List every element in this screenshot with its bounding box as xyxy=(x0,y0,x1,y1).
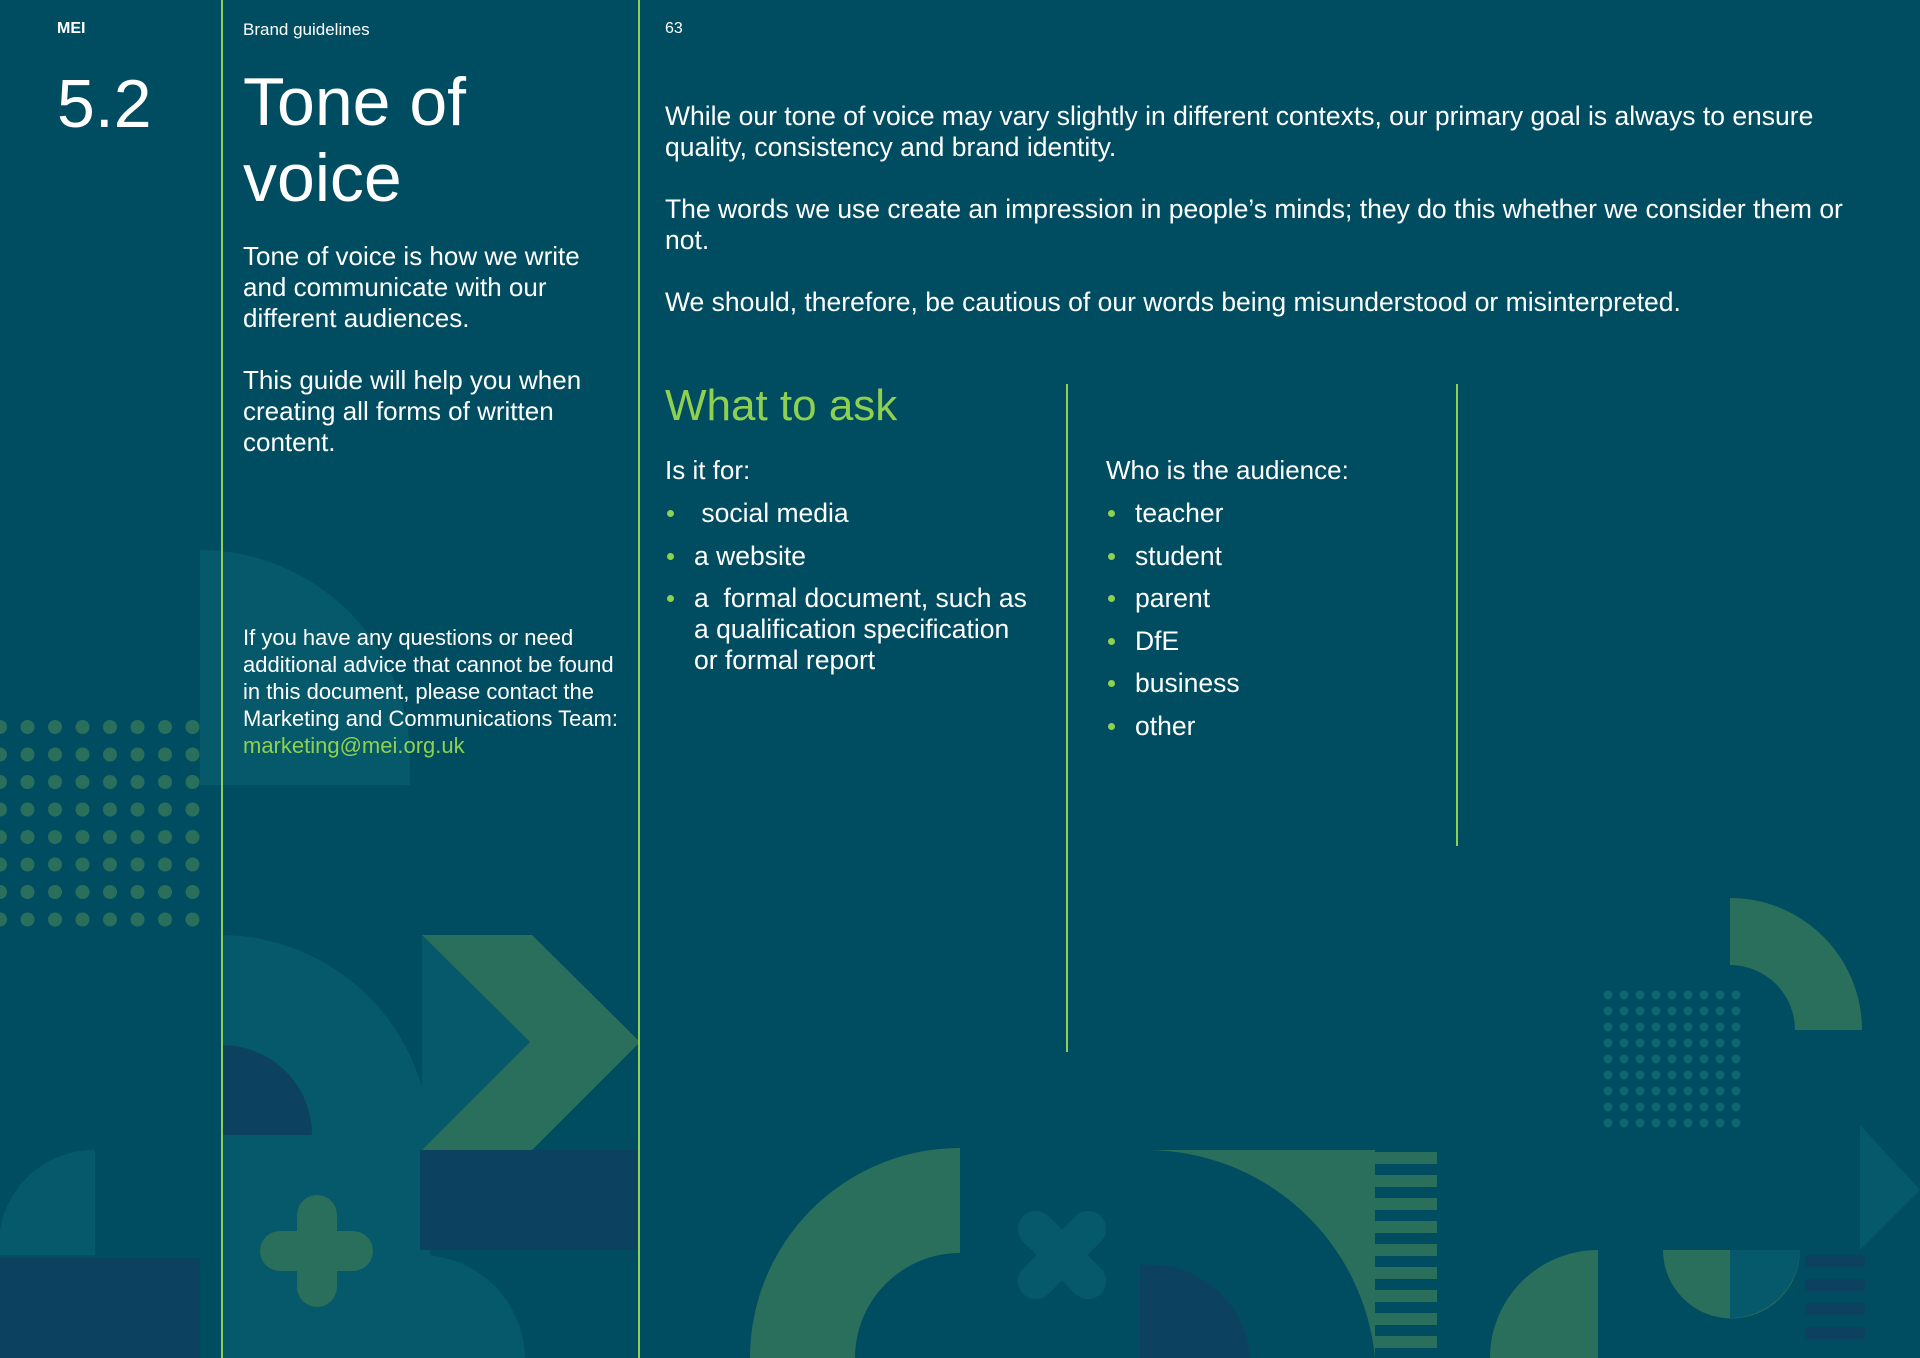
dot xyxy=(131,775,145,789)
dot xyxy=(1636,991,1645,1000)
dot xyxy=(0,803,7,817)
divider-column xyxy=(1066,384,1068,1052)
dot xyxy=(131,885,145,899)
bullet-icon xyxy=(667,510,674,517)
dot xyxy=(1716,1023,1725,1032)
dot xyxy=(1732,1103,1741,1112)
dot xyxy=(1700,1119,1709,1128)
dot xyxy=(131,720,145,734)
dot xyxy=(0,913,7,927)
dot xyxy=(1620,1087,1629,1096)
navy-block-center xyxy=(420,1150,640,1250)
dot xyxy=(1620,1071,1629,1080)
list-item-text: social media xyxy=(694,498,849,528)
dot xyxy=(1732,991,1741,1000)
dot xyxy=(1700,1055,1709,1064)
stripes-right xyxy=(1805,1255,1865,1339)
page-title: Tone of voice xyxy=(243,64,467,216)
what-to-ask-heading: What to ask xyxy=(665,381,898,430)
dot xyxy=(1684,991,1693,1000)
dot xyxy=(158,775,172,789)
dot xyxy=(1716,1007,1725,1016)
dot xyxy=(48,830,62,844)
dot xyxy=(76,775,90,789)
dot xyxy=(186,885,200,899)
dot xyxy=(21,858,35,872)
bullet-icon xyxy=(667,553,674,560)
dot xyxy=(1716,1087,1725,1096)
main-body xyxy=(665,101,1885,349)
dot xyxy=(1684,1039,1693,1048)
bullet-icon xyxy=(1108,510,1115,517)
list-item xyxy=(1106,711,1446,742)
divider-center xyxy=(638,0,640,1358)
dot xyxy=(103,775,117,789)
dot xyxy=(21,830,35,844)
dot xyxy=(1700,1103,1709,1112)
dot xyxy=(1684,1023,1693,1032)
dot xyxy=(158,913,172,927)
dot xyxy=(158,803,172,817)
dot xyxy=(1732,1039,1741,1048)
dot xyxy=(0,748,7,762)
dot xyxy=(1684,1055,1693,1064)
stripe xyxy=(1805,1303,1865,1315)
dot xyxy=(0,885,7,899)
dot xyxy=(1716,1119,1725,1128)
list-item-text: teacher xyxy=(1135,498,1224,528)
bullet-icon xyxy=(667,595,674,602)
dot xyxy=(186,830,200,844)
dot xyxy=(103,748,117,762)
intro-paragraph: This guide will help you when creating all forms of written content. xyxy=(243,365,582,457)
dot xyxy=(186,803,200,817)
dot xyxy=(0,858,7,872)
dot xyxy=(1620,1023,1629,1032)
half-circle-bottom-right xyxy=(1490,1250,1598,1358)
dot xyxy=(1652,991,1661,1000)
dot xyxy=(1636,1023,1645,1032)
dot xyxy=(186,775,200,789)
dot xyxy=(1732,1055,1741,1064)
dot xyxy=(1668,1039,1677,1048)
dot xyxy=(0,720,7,734)
dot xyxy=(1636,1103,1645,1112)
dot-grid-right xyxy=(1604,991,1741,1128)
dot xyxy=(1652,1087,1661,1096)
dot xyxy=(158,858,172,872)
dot xyxy=(158,748,172,762)
list-item xyxy=(1106,626,1446,657)
bullet-icon xyxy=(1108,595,1115,602)
dot xyxy=(1700,1071,1709,1080)
dot xyxy=(1732,1087,1741,1096)
dot xyxy=(48,803,62,817)
dot xyxy=(1604,1087,1613,1096)
dot xyxy=(131,748,145,762)
list-item-text: business xyxy=(1135,668,1240,698)
dot xyxy=(21,720,35,734)
stripe xyxy=(1375,1221,1437,1233)
stripe xyxy=(1375,1267,1437,1279)
dot xyxy=(1652,1039,1661,1048)
dot xyxy=(1604,1055,1613,1064)
dot xyxy=(186,748,200,762)
bullet-list xyxy=(1106,498,1446,742)
dot xyxy=(1716,1039,1725,1048)
list-item xyxy=(1106,668,1446,699)
stripe xyxy=(1375,1152,1437,1164)
dot xyxy=(48,775,62,789)
dot xyxy=(1716,1071,1725,1080)
stripe xyxy=(1805,1255,1865,1267)
stripe xyxy=(1375,1244,1437,1256)
dot xyxy=(1700,1039,1709,1048)
dot xyxy=(1652,1023,1661,1032)
dot xyxy=(1620,1055,1629,1064)
list-item-text: student xyxy=(1135,540,1222,571)
stripe xyxy=(1375,1290,1437,1302)
dot xyxy=(76,858,90,872)
dot xyxy=(1684,1103,1693,1112)
section-number: 5.2 xyxy=(57,66,152,142)
dot xyxy=(1604,1071,1613,1080)
divider-left xyxy=(221,0,223,1358)
teal-quarter-right xyxy=(1730,1250,1800,1318)
dot xyxy=(1652,1007,1661,1016)
brand-logo-text: MEI xyxy=(57,20,86,37)
arrow-edge-right xyxy=(1860,1125,1920,1250)
dot xyxy=(158,720,172,734)
dot xyxy=(1668,1103,1677,1112)
bottom-quarter-mid xyxy=(420,1255,525,1358)
dot xyxy=(21,913,35,927)
dot xyxy=(1684,1087,1693,1096)
dot xyxy=(1636,1039,1645,1048)
dot xyxy=(1684,1071,1693,1080)
stripe xyxy=(1375,1313,1437,1325)
question-column-purpose xyxy=(665,455,1035,688)
dot xyxy=(1732,1119,1741,1128)
bullet-list xyxy=(665,498,1035,676)
dot xyxy=(1636,1007,1645,1016)
bullet-icon xyxy=(1108,553,1115,560)
dot xyxy=(21,885,35,899)
dot xyxy=(1716,1055,1725,1064)
dot xyxy=(1620,991,1629,1000)
dot xyxy=(48,720,62,734)
stripe xyxy=(1805,1327,1865,1339)
dot xyxy=(21,748,35,762)
dot xyxy=(1668,1087,1677,1096)
page-number: 63 xyxy=(665,20,683,37)
dot xyxy=(21,803,35,817)
dot xyxy=(1636,1087,1645,1096)
dot xyxy=(48,913,62,927)
dot xyxy=(76,913,90,927)
dot xyxy=(103,913,117,927)
dot xyxy=(48,885,62,899)
dot xyxy=(76,830,90,844)
list-item xyxy=(1106,498,1446,529)
dot xyxy=(1620,1119,1629,1128)
dot xyxy=(1620,1007,1629,1016)
bullet-icon xyxy=(1108,638,1115,645)
bullet-icon xyxy=(1108,723,1115,730)
dot xyxy=(158,885,172,899)
list-item xyxy=(665,541,1035,572)
list-item xyxy=(1106,541,1446,572)
dot xyxy=(48,748,62,762)
list-item-text: DfE xyxy=(1135,625,1180,656)
list-item xyxy=(1106,583,1446,614)
dot xyxy=(1652,1103,1661,1112)
dot xyxy=(0,775,7,789)
dot xyxy=(1604,1023,1613,1032)
dot xyxy=(76,885,90,899)
stripe xyxy=(1375,1175,1437,1187)
dot xyxy=(1668,1007,1677,1016)
dot xyxy=(131,913,145,927)
dot xyxy=(1620,1039,1629,1048)
dot xyxy=(1604,1103,1613,1112)
dot xyxy=(1684,1007,1693,1016)
list-item-text: other xyxy=(1135,710,1196,741)
stripe xyxy=(1375,1336,1437,1348)
dot xyxy=(1668,1055,1677,1064)
list-item xyxy=(665,583,1035,676)
dot xyxy=(1700,1023,1709,1032)
divider-column-right xyxy=(1456,384,1458,846)
intro-paragraph: Tone of voice is how we write and communicate with our different audiences. xyxy=(243,241,580,333)
navy-block-left xyxy=(0,1258,200,1358)
dot xyxy=(1652,1071,1661,1080)
dot xyxy=(1700,1087,1709,1096)
stripes-shape xyxy=(1375,1152,1437,1348)
dot xyxy=(1620,1103,1629,1112)
quarter-ring-right xyxy=(1730,898,1862,1030)
dot xyxy=(1604,1039,1613,1048)
question-column-audience xyxy=(1106,455,1446,753)
dot xyxy=(186,720,200,734)
dot xyxy=(1604,1119,1613,1128)
dot xyxy=(103,885,117,899)
dot xyxy=(48,858,62,872)
contact-text: If you have any questions or need additional advice that cannot be found in this document, please contact the Marketing and Communications Team: xyxy=(243,625,618,731)
dot xyxy=(1668,1071,1677,1080)
dot xyxy=(1684,1119,1693,1128)
dot xyxy=(1668,1023,1677,1032)
dot xyxy=(1732,1007,1741,1016)
dot xyxy=(131,858,145,872)
dot xyxy=(1636,1055,1645,1064)
contact-email-link[interactable]: marketing@mei.org.uk xyxy=(243,733,465,758)
intro-text xyxy=(243,241,623,489)
body-paragraph: While our tone of voice may vary slightly in different contexts, our primary goal is always to ensure quality, consistency and brand identity. xyxy=(665,101,1814,162)
dot xyxy=(76,720,90,734)
dot xyxy=(1732,1023,1741,1032)
dot-grid-left xyxy=(0,720,200,927)
dot xyxy=(76,748,90,762)
dot xyxy=(1636,1119,1645,1128)
stripe xyxy=(1375,1198,1437,1210)
dot xyxy=(103,858,117,872)
contact-block xyxy=(243,624,623,759)
dot xyxy=(103,803,117,817)
stripe xyxy=(1805,1279,1865,1291)
dot xyxy=(131,830,145,844)
column-heading: Who is the audience: xyxy=(1106,455,1349,485)
dot xyxy=(1732,1071,1741,1080)
big-arc-shape xyxy=(750,1148,960,1358)
dot xyxy=(131,803,145,817)
dot xyxy=(76,803,90,817)
list-item xyxy=(665,498,1035,529)
dot xyxy=(1652,1055,1661,1064)
cross-shape xyxy=(984,1177,1140,1333)
list-item-text: a website xyxy=(694,540,806,571)
list-item-text: parent xyxy=(1135,583,1211,613)
list-item-text: a formal document, such as a qualification specification or formal report xyxy=(694,583,1035,675)
dot xyxy=(1716,991,1725,1000)
dot xyxy=(1604,991,1613,1000)
bottom-quarter-left xyxy=(0,1150,95,1255)
dot xyxy=(1700,1007,1709,1016)
dot xyxy=(1700,991,1709,1000)
dot xyxy=(1716,1103,1725,1112)
dot xyxy=(1636,1071,1645,1080)
body-paragraph: The words we use create an impression in people’s minds; they do this whether we consider them or not. xyxy=(665,194,1843,255)
dot xyxy=(0,830,7,844)
navy-quarter xyxy=(1140,1264,1250,1358)
dot xyxy=(186,913,200,927)
dot xyxy=(1668,991,1677,1000)
body-paragraph: We should, therefore, be cautious of our words being misunderstood or misinterpreted. xyxy=(665,287,1681,317)
column-heading: Is it for: xyxy=(665,455,751,485)
dot xyxy=(21,775,35,789)
bullet-icon xyxy=(1108,680,1115,687)
dot xyxy=(158,830,172,844)
dot xyxy=(1668,1119,1677,1128)
dot xyxy=(186,858,200,872)
section-label: Brand guidelines xyxy=(243,20,370,39)
dot xyxy=(103,720,117,734)
dot xyxy=(1652,1119,1661,1128)
dot xyxy=(103,830,117,844)
dot xyxy=(1604,1007,1613,1016)
